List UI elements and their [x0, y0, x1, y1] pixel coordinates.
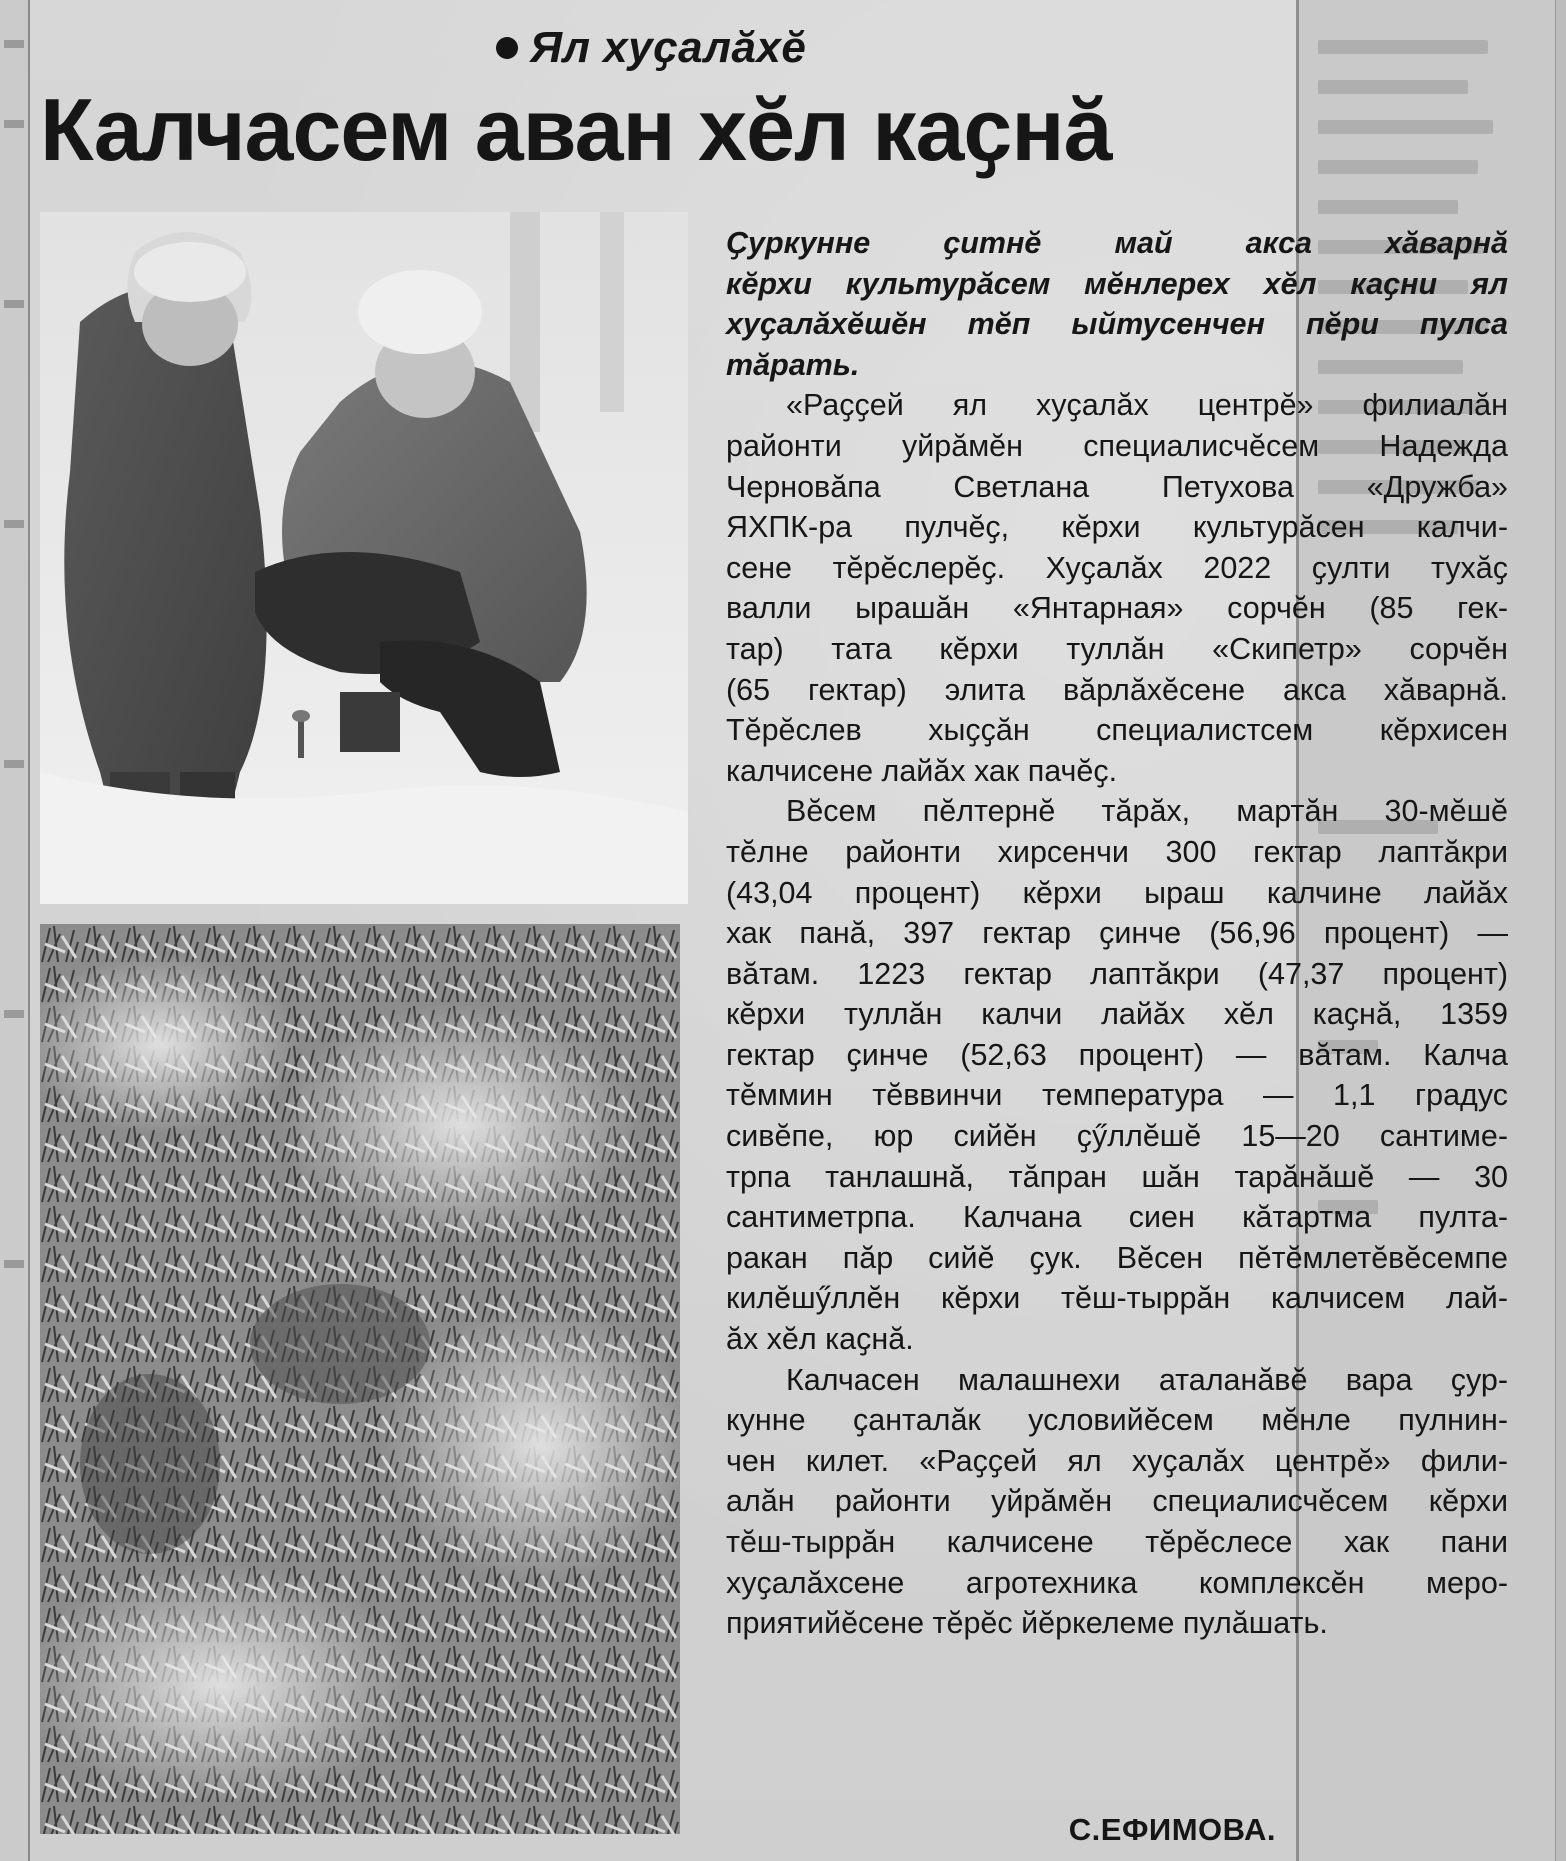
lead-line: хуҫалӑхӗшӗн тӗп ыйтусенчен пӗри пулса: [726, 307, 1508, 342]
rubric-text: Ял хуҫалӑхӗ: [530, 23, 807, 72]
lead-line: кӗрхи культурӑсем мӗнлерех хӗл каҫни ял: [726, 266, 1508, 301]
body-line: Вӗсем пӗлтернӗ тӑрӑх, мартӑн 30-мӗшӗ: [786, 794, 1508, 829]
body-line: трпа танлашнӑ, тӑпран шӑн тарӑнӑшӗ — 30: [726, 1159, 1508, 1194]
body-line: Тӗрӗслев хыҫҫӑн специалистсем кӗрхисен: [726, 713, 1508, 748]
body-line: сене тӗрӗслерӗҫ. Хуҫалӑх 2022 ҫулти тухӑҫ: [726, 550, 1508, 585]
author-signature: С.ЕФИМОВА.: [1068, 1812, 1276, 1847]
body-line: приятийӗсене тӗрӗс йӗркелеме пулӑшать.: [726, 1606, 1328, 1641]
body-line: кунне ҫанталӑк условийӗсем мӗнле пулнин-: [726, 1403, 1508, 1438]
photo-specialists: [40, 212, 688, 904]
body-line: «Раҫҫей ял хуҫалӑх центрӗ» филиалӑн: [786, 388, 1508, 423]
body-line: хуҫалӑхсене агротехника комплексӗн меро-: [726, 1565, 1508, 1600]
body-line: алӑн районти уйрӑмӗн специалисчӗсем кӗрхи: [726, 1484, 1508, 1519]
lead-line: тӑрать.: [726, 347, 860, 382]
body-line: тӗш-тыррӑн калчисене тӗрӗслесе хак пани: [726, 1525, 1508, 1559]
rubric: [496, 20, 806, 76]
body-line: вӑтам. 1223 гектар лаптӑкри (47,37 процент): [726, 956, 1508, 991]
body-line: чен килет. «Раҫҫей ял хуҫалӑх центрӗ» фили-: [726, 1443, 1508, 1478]
lead-line: Ҫуркунне ҫитнӗ май акса хӑварнӑ: [726, 226, 1508, 260]
left-adjacent-column: [0, 0, 30, 1861]
body-line: хак панӑ, 397 гектар ҫинче (56,96 процент) —: [726, 916, 1508, 951]
photo-winter-crops: [40, 924, 680, 1834]
body-line: валли ырашӑн «Янтарная» сорчӗн (85 гек-: [726, 591, 1508, 626]
body-line: тӗлне районти хирсенчи 300 гектар лаптӑкри: [726, 834, 1508, 869]
article-text: [726, 223, 1508, 1644]
article-headline: Калчасем аван хӗл каҫнӑ: [40, 80, 1112, 179]
article-body: [726, 385, 1508, 1643]
body-line: ӑх хӗл каҫнӑ.: [726, 1322, 914, 1357]
page-edge: [1555, 0, 1566, 1861]
body-line: кӗрхи туллӑн калчи лайӑх хӗл каҫнӑ, 1359: [726, 997, 1508, 1032]
body-line: районти уйрӑмӗн специалисчӗсем Надежда: [726, 428, 1508, 463]
body-line: килӗшӳллӗн кӗрхи тӗш-тыррӑн калчисем лай-: [726, 1281, 1508, 1316]
rubric-bullet-icon: [496, 37, 518, 59]
article-lead: [726, 223, 1508, 385]
body-line: сантиметрпа. Калчана сиен кӑтартма пулта-: [726, 1200, 1508, 1235]
body-line: сивӗпе, юр сийӗн ҫӳллӗшӗ 15—20 сантиме-: [726, 1119, 1508, 1154]
body-line: тӗммин тӗввинчи температура — 1,1 градус: [726, 1078, 1508, 1113]
winter-crops-illustration: [40, 924, 680, 1834]
body-line: тар) тата кӗрхи туллӑн «Скипетр» сорчӗн: [726, 631, 1508, 666]
body-line: (43,04 процент) кӗрхи ыраш калчине лайӑх: [726, 875, 1508, 910]
specialists-illustration: [40, 212, 688, 904]
body-line: Черновӑпа Светлана Петухова «Дружба»: [726, 469, 1508, 504]
body-line: ЯХПК-ра пулчӗҫ, кӗрхи культурӑсен калчи-: [726, 510, 1508, 545]
body-line: ракан пӑр сийӗ ҫук. Вӗсен пӗтӗмлетӗвӗсемпе: [726, 1240, 1508, 1275]
body-line: гектар ҫинче (52,63 процент) — вӑтам. Калча: [726, 1037, 1508, 1072]
body-line: (65 гектар) элита вӑрлӑхӗсене акса хӑварнӑ.: [726, 672, 1508, 707]
body-line: калчисене лайӑх хак пачӗҫ.: [726, 753, 1118, 788]
body-line: Калчасен малашнехи аталанӑвӗ вара ҫур-: [786, 1362, 1508, 1397]
